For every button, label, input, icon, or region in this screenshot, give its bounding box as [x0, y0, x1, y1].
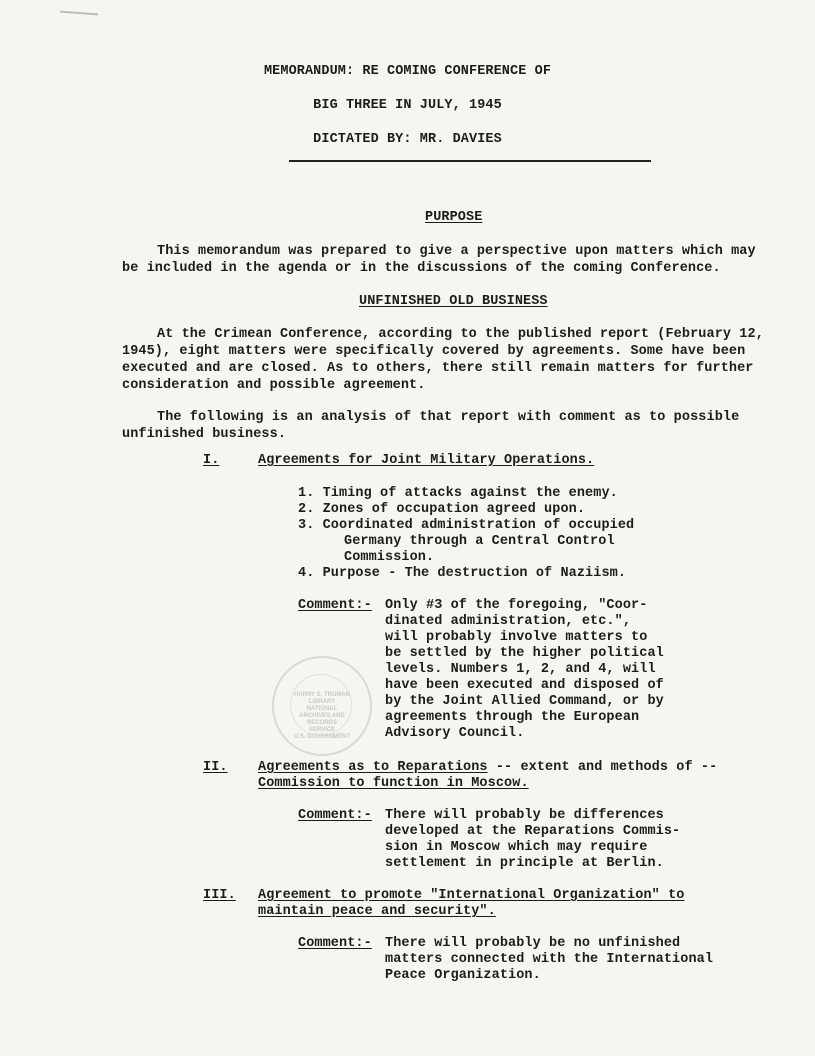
section-2-numeral: II.	[203, 760, 228, 775]
section-3-line-2: maintain peace and security".	[258, 904, 496, 919]
para1-line-4: consideration and possible agreement.	[122, 378, 426, 393]
section-1-comment-line: have been executed and disposed of	[385, 678, 664, 693]
section-1-comment-line: be settled by the higher political	[385, 646, 664, 661]
section-1-comment-line: Advisory Council.	[385, 726, 525, 741]
section-2-title: Agreements as to Reparations	[258, 760, 488, 775]
section-2-comment-line: settlement in principle at Berlin.	[385, 856, 664, 871]
archives-stamp-text: HARRY S. TRUMAN LIBRARY NATIONAL ARCHIVES AND RECORDS SERVICE U.S. GOVERNMENT	[293, 692, 351, 740]
archives-stamp	[272, 656, 372, 756]
header-line-1: MEMORANDUM: RE COMING CONFERENCE OF	[263, 64, 552, 79]
section-2-comment-line: developed at the Reparations Commis-	[385, 824, 681, 839]
unfinished-heading: UNFINISHED OLD BUSINESS	[359, 294, 548, 309]
purpose-line-1: This memorandum was prepared to give a perspective upon matters which may	[157, 244, 756, 259]
section-1-comment-line: by the Joint Allied Command, or by	[385, 694, 664, 709]
purpose-heading: PURPOSE	[425, 210, 483, 225]
header-line-3: DICTATED BY: MR. DAVIES	[313, 132, 502, 147]
section-3-comment-label: Comment:-	[298, 936, 372, 951]
section-2-title-line	[258, 760, 717, 775]
section-1-comment-line: dinated administration, etc.",	[385, 614, 632, 629]
section-2-comment-line: There will probably be differences	[385, 808, 664, 823]
para1-line-2: 1945), eight matters were specifically covered by agreements. Some have been	[122, 344, 746, 359]
section-1-item-4: 4. Purpose - The destruction of Naziism.	[298, 566, 627, 581]
section-2-title-rest: -- extent and methods of --	[487, 760, 718, 775]
section-1-item-3-cont-2: Commission.	[344, 550, 435, 565]
section-3-numeral: III.	[203, 888, 236, 903]
section-1-comment-line: will probably involve matters to	[385, 630, 648, 645]
section-2-comment-line: sion in Moscow which may require	[385, 840, 648, 855]
section-1-title: Agreements for Joint Military Operations.	[258, 453, 595, 468]
scan-artifact	[60, 11, 98, 16]
section-1-item-2: 2. Zones of occupation agreed upon.	[298, 502, 586, 517]
section-1-comment-line: levels. Numbers 1, 2, and 4, will	[385, 662, 656, 677]
para1-line-3: executed and are closed. As to others, there still remain matters for further	[122, 361, 754, 376]
section-1-comment-line: Only #3 of the foregoing, "Coor-	[385, 598, 648, 613]
section-2-line-2: Commission to function in Moscow.	[258, 776, 529, 791]
section-1-numeral: I.	[203, 453, 220, 468]
para1-line-1: At the Crimean Conference, according to the published report (February 12,	[157, 327, 764, 342]
para2-line-1: The following is an analysis of that report with comment as to possible	[157, 410, 740, 425]
section-3-title: Agreement to promote "International Organization" to	[258, 888, 685, 903]
purpose-line-2: be included in the agenda or in the discussions of the coming Conference.	[122, 261, 721, 276]
section-1-item-3: 3. Coordinated administration of occupied	[298, 518, 635, 533]
header-line-2: BIG THREE IN JULY, 1945	[313, 98, 502, 113]
section-3-comment-line: matters connected with the International	[385, 952, 714, 967]
header-rule	[289, 160, 651, 162]
section-3-comment-line: There will probably be no unfinished	[385, 936, 681, 951]
section-1-item-1: 1. Timing of attacks against the enemy.	[298, 486, 618, 501]
section-1-item-3-cont-1: Germany through a Central Control	[344, 534, 615, 549]
section-1-comment-line: agreements through the European	[385, 710, 640, 725]
section-1-comment-label: Comment:-	[298, 598, 372, 613]
section-2-comment-label: Comment:-	[298, 808, 372, 823]
section-3-comment-line: Peace Organization.	[385, 968, 541, 983]
para2-line-2: unfinished business.	[122, 427, 287, 442]
